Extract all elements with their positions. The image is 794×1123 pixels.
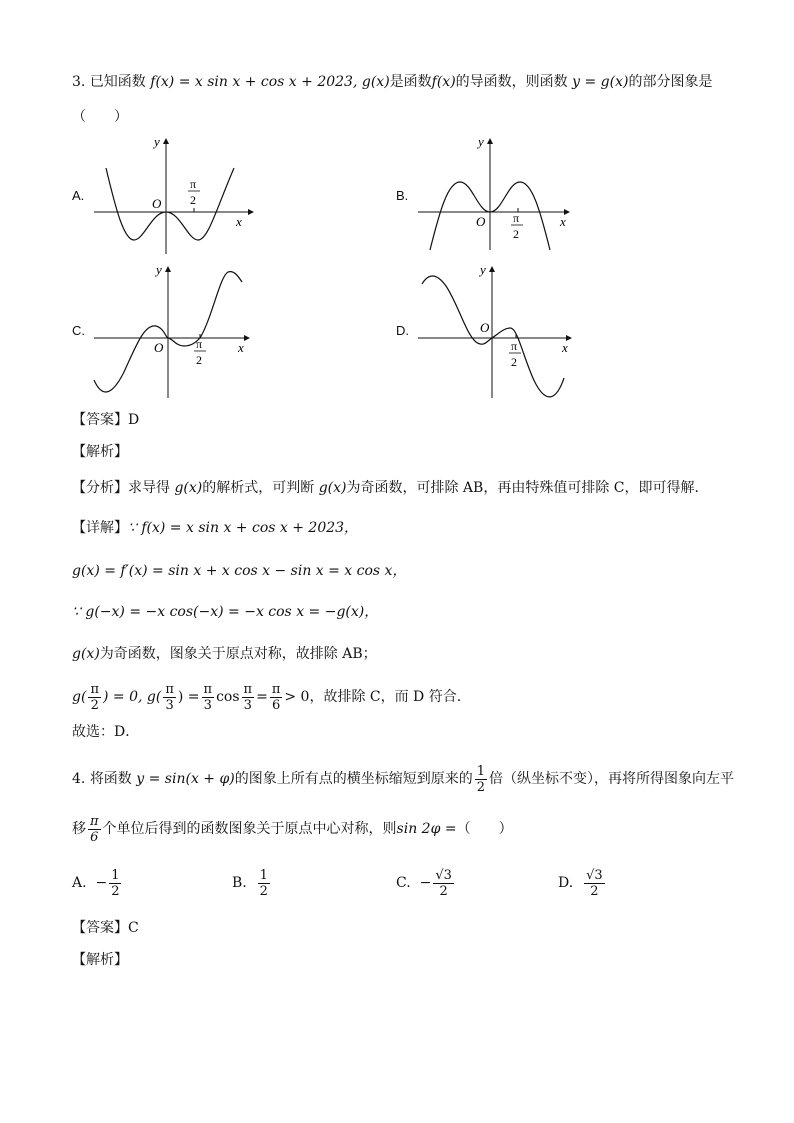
q3-d5-frac-pi2: $\frac{\pi}{2}$ <box>90 681 99 713</box>
q4-stem-1 <box>72 762 734 796</box>
q4-number: 4. <box>72 771 86 787</box>
q3-y-eq: y = g(x) <box>572 74 629 90</box>
q3-fenxi-tag: 【分析】 <box>72 480 128 496</box>
origin-label: O <box>480 320 490 335</box>
q3-graph-a <box>88 130 258 260</box>
y-arrow <box>489 266 495 272</box>
q3-answer-line <box>72 410 139 430</box>
q3-graph-d <box>414 262 584 402</box>
y-arrow <box>487 138 493 144</box>
q4-stem-b: 的图象上所有点的横坐标缩短到原来的 <box>234 771 473 787</box>
q3-detail-5-line <box>72 680 461 714</box>
q3-d5-b: ) = 0, g( <box>102 689 162 705</box>
q4-option-c <box>396 866 456 900</box>
two-label: 2 <box>196 353 202 367</box>
pi-label: π <box>196 337 203 351</box>
q3-d5-a: g( <box>72 689 87 705</box>
q3-detail-3: ∵ g(−x) = −x cos(−x) = −x cos x = −g(x)， <box>72 604 379 620</box>
q4-option-c-frac: $\frac{√3}{2}$ <box>435 867 452 899</box>
q4-option-d-label: D. <box>558 875 574 891</box>
x-label: x <box>560 214 566 229</box>
q3-graph-c <box>88 262 258 402</box>
q3-fenxi-c: 为奇函数，可排除 AB，再由特殊值可排除 C，即可得解． <box>346 480 709 496</box>
pi-label: π <box>513 211 520 225</box>
q3-d5-e: = <box>256 689 268 705</box>
q3-detail-1: ∵ f(x) = x sin x + cos x + 2023， <box>128 520 359 536</box>
pi-label: π <box>190 177 197 191</box>
q3-d5-d: cos <box>216 689 240 705</box>
q3-detail-2: g(x) = f′(x) = sin x + x cos x − sin x = x cos x， <box>72 563 407 579</box>
q3-answer: D <box>128 412 140 428</box>
q3-d5-frac-pi6: $\frac{\pi}{6}$ <box>271 681 281 713</box>
q3-fenxi-gx: g(x) <box>174 480 203 496</box>
q4-sin2phi: sin 2φ = <box>396 821 457 837</box>
q3-option-d-label: D. <box>396 323 409 338</box>
q3-detail-4-line <box>72 644 377 664</box>
q3-option-b-label: B. <box>396 188 409 203</box>
q3-fenxi-b: 的解析式，可判断 <box>202 480 315 496</box>
q4-option-c-label: C. <box>396 875 411 891</box>
q3-d5-frac-pi3-a: $\frac{\pi}{3}$ <box>165 681 174 713</box>
q3-fx: f(x) <box>431 74 456 90</box>
q4-option-a-label: A. <box>72 875 87 891</box>
y-arrow <box>163 138 169 144</box>
y-label: y <box>480 262 486 277</box>
q4-stem-2 <box>72 812 513 846</box>
q3-detail-line <box>72 518 358 538</box>
x-label: x <box>236 214 242 229</box>
q3-fenxi-line <box>72 478 708 498</box>
q3-func-f: f(x) = x sin x + cos x + 2023, <box>150 74 358 90</box>
x-label: x <box>238 340 244 355</box>
q4-option-d-frac: $\frac{√3}{2}$ <box>586 867 603 899</box>
origin-label: O <box>476 214 486 229</box>
q3-d5-frac-pi3-b: $\frac{\pi}{3}$ <box>203 681 213 713</box>
q4-stem-c: 倍（纵坐标不变），再将所得图象向左平 <box>489 771 735 787</box>
q3-option-c-label: C. <box>72 323 85 338</box>
q4-answer-tag: 【答案】 <box>72 920 128 936</box>
x-arrow <box>248 209 254 215</box>
y-label: y <box>478 134 484 149</box>
q4-analysis-tag: 【解析】 <box>72 952 128 968</box>
q4-half-frac: $\frac{1}{2}$ <box>476 763 486 795</box>
origin-label: O <box>152 196 162 211</box>
curve <box>422 276 564 397</box>
q4-pi6-frac: $\frac{\pi}{6}$ <box>90 813 99 845</box>
q3-stem-text-c: 的导函数，则函数 <box>455 74 568 90</box>
two-label: 2 <box>190 193 196 207</box>
y-label: y <box>154 134 160 149</box>
q3-stem <box>72 72 712 92</box>
curve <box>106 168 234 240</box>
q4-option-a-sign: − <box>95 875 108 891</box>
y-arrow <box>165 266 171 272</box>
y-label: y <box>156 262 162 277</box>
origin-label: O <box>154 340 164 355</box>
two-label: 2 <box>513 227 519 241</box>
q3-detail-tag: 【详解】 <box>72 520 128 536</box>
q4-option-a-frac: $\frac{1}{2}$ <box>111 867 120 899</box>
q3-paren: （ ） <box>72 109 128 125</box>
q3-func-g: g(x) <box>361 74 390 90</box>
q4-answer: C <box>128 920 139 936</box>
q3-d5-frac-pi3-c: $\frac{\pi}{3}$ <box>243 681 253 713</box>
q3-analysis-tag: 【解析】 <box>72 444 128 460</box>
q4-analysis-line <box>72 950 128 970</box>
q4-option-a <box>72 866 123 900</box>
q4-func: y = sin(x + φ) <box>136 771 235 787</box>
two-label: 2 <box>511 355 517 369</box>
q3-stem-text-b: 是函数 <box>389 74 432 90</box>
q4-stem-a: 将函数 <box>89 771 132 787</box>
q3-analysis-line <box>72 442 128 462</box>
q4-option-c-sign: − <box>419 875 432 891</box>
x-label: x <box>562 340 568 355</box>
q3-detail-4: 为奇函数，图象关于原点对称，故排除 AB； <box>99 646 377 662</box>
q3-d5-f: > 0，故排除 C，而 D 符合. <box>284 689 462 705</box>
q3-detail-4-g: g(x) <box>72 646 100 662</box>
q3-fenxi-gx-2: g(x) <box>318 480 347 496</box>
q4-option-d <box>558 866 607 900</box>
x-arrow <box>244 335 250 341</box>
pi-label: π <box>511 339 518 353</box>
q3-d5-c: ) = <box>177 689 200 705</box>
q3-conclusion: 故选：D． <box>72 724 140 740</box>
q3-number: 3. <box>72 74 86 90</box>
q4-stem-e: 个单位后得到的函数图象关于原点中心对称，则 <box>102 821 397 837</box>
q3-stem-text-d: 的部分图象是 <box>628 74 713 90</box>
q3-option-a-label: A. <box>72 188 85 203</box>
q4-stem-d: 移 <box>72 821 86 837</box>
q3-graph-b <box>414 130 584 260</box>
q3-fenxi-a: 求导得 <box>128 480 170 496</box>
q4-option-b-label: B. <box>232 875 247 891</box>
q3-answer-tag: 【答案】 <box>72 412 128 428</box>
q4-answer-line <box>72 918 139 938</box>
q4-paren: （ ） <box>456 821 513 837</box>
q4-option-b <box>232 866 272 900</box>
q3-stem-text-a: 已知函数 <box>89 74 146 90</box>
q4-option-b-frac: $\frac{1}{2}$ <box>259 867 268 899</box>
